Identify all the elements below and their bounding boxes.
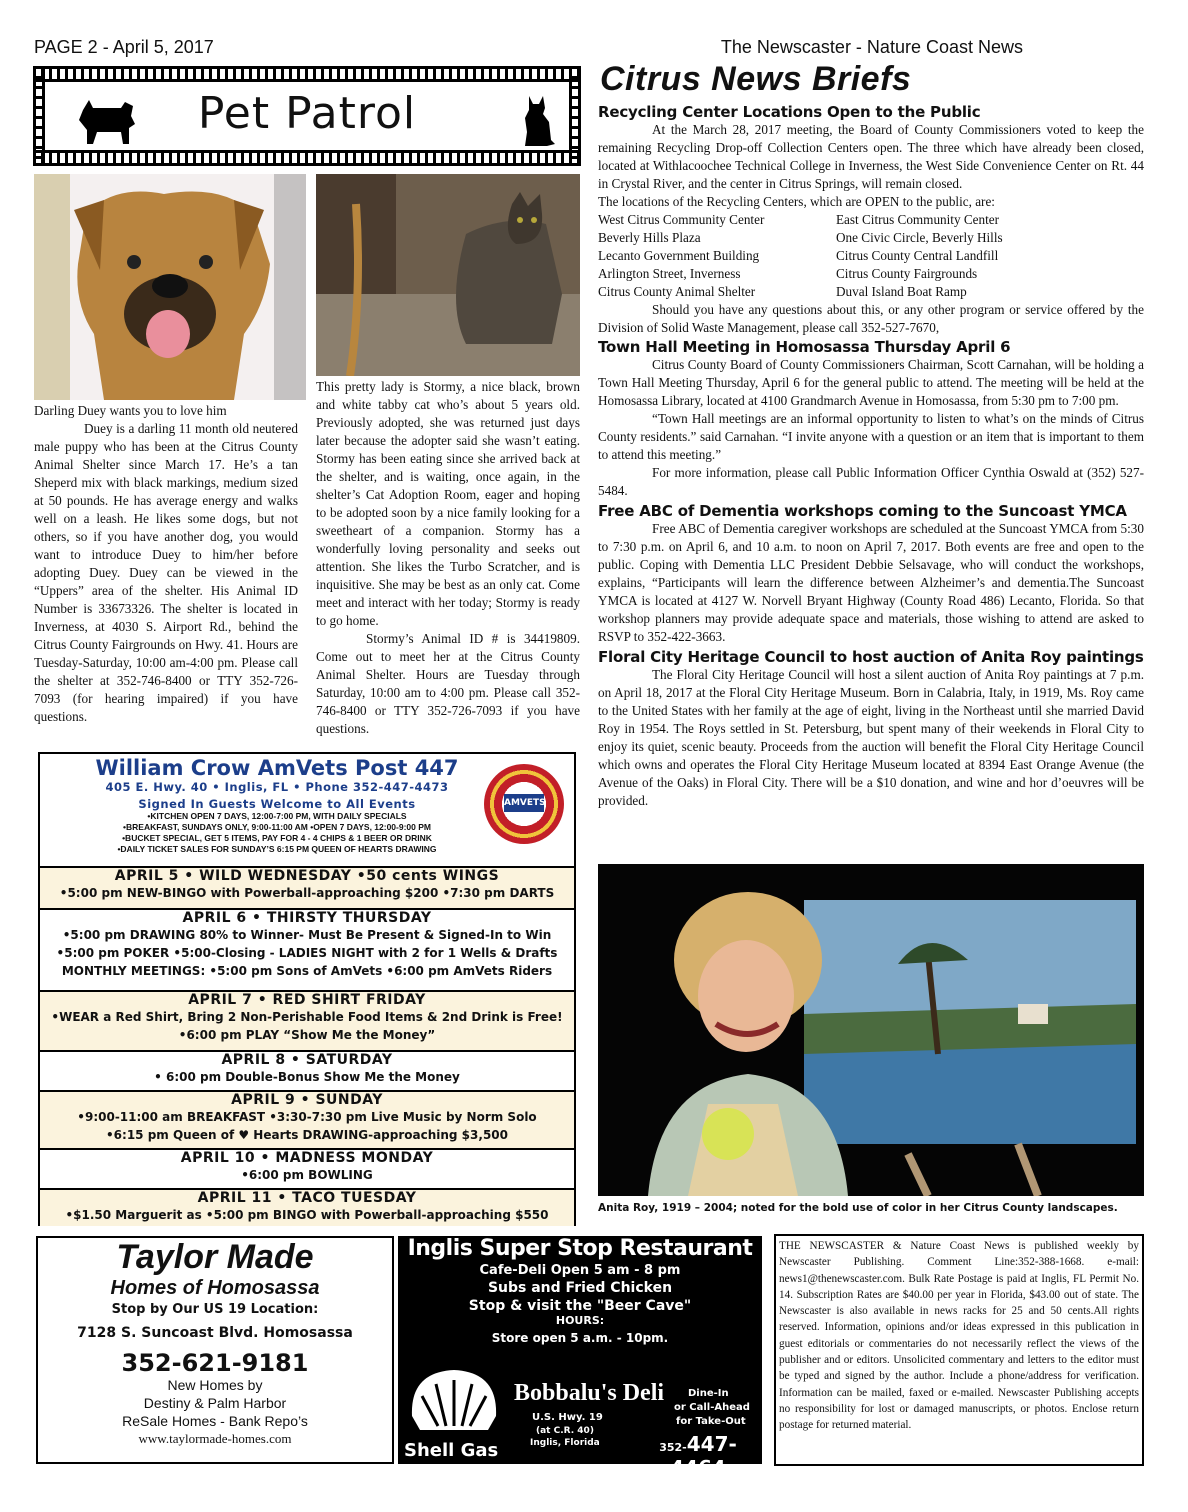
pet-patrol-title: Pet Patrol	[197, 88, 417, 139]
townhall-article	[598, 356, 1144, 500]
amvets-address: 405 E. Hwy. 40 • Inglis, FL • Phone 352-447-4473	[105, 780, 449, 794]
townhall-p1: Citrus County Board of County Commissioners Chairman, Scott Carnahan, will be holding a Town Hall Meeting Thursday, April 6 for the general public to attend. The meeting will be held at the Homosassa Library, located at 4100 Grandmarch Avenue in Homosassa, from 5:30 pm to 7:00 pm.	[598, 357, 1144, 408]
inglis-callahead: or Call-Ahead	[674, 1402, 750, 1413]
taylor-url: www.taylormade-homes.com	[138, 1431, 292, 1446]
taylor-stop: Stop by Our US 19 Location:	[111, 1302, 319, 1317]
paper-name: The Newscaster - Nature Coast News	[720, 37, 1023, 57]
townhall-headline: Town Hall Meeting in Homosassa Thursday April 6	[598, 338, 1011, 356]
taylor-subtitle: Homes of Homosassa	[110, 1277, 320, 1299]
taylor-line2: Destiny & Palm Harbor	[143, 1395, 287, 1411]
duey-caption: Darling Duey wants you to love him	[34, 403, 227, 418]
floral-headline: Floral City Heritage Council to host auction of Anita Roy paintings	[598, 648, 1144, 666]
stormy-article	[316, 378, 580, 738]
inglis-name: Inglis Super Stop Restaurant	[407, 1236, 753, 1261]
inglis-town: Inglis, Florida	[530, 1438, 600, 1448]
stormy-body-1: This pretty lady is Stormy, a nice black, brown and white tabby cat who’s about 5 years old. Previously adopted, she was returned just days later because the adopter said she wasn’t eating. Stormy has been eating since she arrived back at the shelter, and is waiting, once again, in the shelter’s Cat Adoption Room, eager and hoping to be adopted soon by a nice family looking for a sweetheart of a companion. Stormy has a wonderfully loving personality and seeks out attention. She likes the Turbo Scratcher, and is inquisitive. She may be best as an only cat. Come meet and interact with her today; Stormy is ready to go home.	[316, 379, 580, 628]
duey-photo	[34, 174, 306, 400]
inglis-deli: Bobbalu's Deli	[514, 1380, 665, 1406]
recycling-p2: The locations of the Recycling Centers, which are OPEN to the public, are:	[598, 194, 995, 209]
day-april-10: APRIL 10 • MADNESS MONDAY •6:00 pm BOWLING	[40, 1148, 574, 1188]
inglis-hours-label: HOURS:	[555, 1314, 605, 1327]
inglis-line2: Subs and Fried Chicken	[487, 1280, 673, 1296]
amvets-info-line: •DAILY TICKET SALES FOR SUNDAY’S 6:15 PM QUEEN OF HEARTS DRAWING	[117, 844, 437, 854]
chain-border-top	[33, 66, 581, 82]
anita-roy-photo	[598, 864, 1144, 1196]
amvets-ad	[38, 752, 576, 1226]
location-row: Citrus County Animal Shelter Duval Island Boat Ramp	[598, 284, 967, 299]
townhall-p2: “Town Hall meetings are an informal opportunity to listen to what’s on the minds of Citrus County residents.” said Carnahan. “I invite anyone with a question or an item that is important to them to attend this meeting.”	[598, 411, 1144, 462]
page-label: PAGE 2 - April 5, 2017	[34, 37, 214, 57]
recycling-headline: Recycling Center Locations Open to the Public	[598, 103, 981, 121]
shell-logo-icon	[406, 1366, 502, 1436]
day-april-11: APRIL 11 • TACO TUESDAY •$1.50 Marguerit as •5:00 pm BINGO with Powerball-approaching $550	[40, 1188, 574, 1226]
recycling-p1: At the March 28, 2017 meeting, the Board of County Commissioners voted to keep the remaining Recycling Drop-off Collection Centers open. The three which have already been closed, located at Withlacoochee Technical College in Inverness, the West Side Convenience Center on Rt. 44 in Crystal River, and the center in Citrus Springs, will remain closed.	[598, 122, 1144, 191]
inglis-dinein: Dine-In	[688, 1388, 729, 1399]
duey-article	[34, 402, 298, 726]
amvets-logo: AMVETS	[484, 764, 564, 844]
taylor-line3: ReSale Homes - Bank Repo’s	[122, 1413, 308, 1429]
amvets-info-line: •BUCKET SPECIAL, GET 5 ITEMS, PAY FOR 4 - 4 CHIPS & 1 BEER OR DRINK	[122, 833, 432, 843]
inglis-takeout: for Take-Out	[676, 1416, 746, 1427]
day-april-7: APRIL 7 • RED SHIRT FRIDAY •WEAR a Red Shirt, Bring 2 Non-Perishable Food Items & 2nd Drink is Free! •6:00 pm PLAY “Show Me the Money”	[40, 990, 574, 1050]
stormy-body-2: Stormy’s Animal ID # is 34419809. Come out to meet her at the Citrus County Animal Shelter. Hours are Tuesday through Saturday, 10:00 am to 4:00 pm. Please call 352-746-8400 or TTY 352-726-7093 if you have questions.	[316, 631, 580, 736]
day-april-8: APRIL 8 • SATURDAY • 6:00 pm Double-Bonus Show Me the Money	[40, 1050, 574, 1090]
floral-p1: The Floral City Heritage Council will host a silent auction of Anita Roy paintings at 7 p.m. on April 18, 2017 at the Floral City Heritage Museum. Born in Calabria, Italy, in 1919, Ms. Roy came to the United States with her family at the age of eight, living in the Northeast until she married David Roy in 1954. The Roys settled in St. Petersburg, but spent many of their weekends in Floral City to enjoy its quiet, scenic beauty. Proceeds from the auction will benefit the Floral City Heritage Council which owns and operates the Floral City Heritage Museum located at 8394 East Orange Avenue (the Avenue of the Oaks) in Floral City. There will be a $10 donation, and wine and hor d’oeuvres will be provided.	[598, 667, 1144, 808]
recycling-article	[598, 121, 1144, 211]
dementia-headline: Free ABC of Dementia workshops coming to the Suncoast YMCA	[598, 502, 1127, 520]
pet-patrol-banner	[33, 66, 581, 166]
inglis-ad	[398, 1236, 762, 1480]
taylor-line1: New Homes by	[167, 1377, 263, 1393]
amvets-welcome: Signed In Guests Welcome to All Events	[138, 797, 416, 811]
location-row: Lecanto Government Building Citrus County Central Landfill	[598, 248, 999, 263]
inglis-hwy: U.S. Hwy. 19	[532, 1412, 603, 1423]
day-april-5: APRIL 5 • WILD WEDNESDAY •50 cents WINGS •5:00 pm NEW-BINGO with Powerball-approaching $200 •7:30 pm DARTS	[40, 866, 574, 908]
inglis-hours: Store open 5 a.m. - 10pm.	[491, 1331, 669, 1345]
inglis-line1: Cafe-Deli Open 5 am - 8 pm	[479, 1263, 681, 1278]
inglis-cr: (at C.R. 40)	[536, 1426, 594, 1436]
taylor-name: Taylor Made	[116, 1238, 314, 1276]
day-april-6: APRIL 6 • THIRSTY THURSDAY •5:00 pm DRAWING 80% to Winner- Must Be Present & Signed-In to Win •5:00 pm POKER •5:00-Closing - LADIES NIGHT with 2 for 1 Wells & Drafts MONTHLY MEETINGS: •5:00 pm Sons of AmVets •6:00 pm AmVets Riders	[40, 908, 574, 990]
recycling-p3: Should you have any questions about this, or any other program or service offered by the Division of Solid Waste Management, please call 352-527-7670,	[598, 302, 1144, 335]
day-april-9: APRIL 9 • SUNDAY •9:00-11:00 am BREAKFAST •3:30-7:30 pm Live Music by Norm Solo •6:15 pm Queen of ♥ Hearts DRAWING-approaching $3,500	[40, 1090, 574, 1148]
dementia-p1: Free ABC of Dementia caregiver workshops are scheduled at the Suncoast YMCA from 5:30 to 7:30 p.m. on April 6, and 10 a.m. to noon on April 7, 2017. Both events are free and open to the public. Coping with Dementia LLC President Debbie Selsavage, who will conduct the workshops, explains, “Participants will learn the difference between Alzheimer’s and dementia.The Suncoast YMCA is located at 4127 W. Norvell Bryant Highway (County Road 486) Lecanto, Florida. So that workshop planners may provide adequate space and materials, those wishing to attend are asked to RSVP to 352-422-3663.	[598, 521, 1144, 644]
taylor-address: 7128 S. Suncoast Blvd. Homosassa	[77, 1325, 353, 1341]
location-row: Beverly Hills Plaza One Civic Circle, Beverly Hills	[598, 230, 1003, 245]
inglis-phone: 352-447-4464	[659, 1432, 737, 1480]
taylor-made-ad	[36, 1236, 394, 1464]
townhall-p3: For more information, please call Public Information Officer Cynthia Oswald at (352) 527-5484.	[598, 465, 1144, 498]
inglis-shell-gas: Shell Gas	[404, 1440, 499, 1461]
stormy-photo	[316, 174, 580, 376]
taylor-phone: 352-621-9181	[121, 1349, 309, 1377]
inglis-line3: Stop & visit the "Beer Cave"	[468, 1298, 692, 1314]
recycling-locations	[598, 211, 1144, 301]
amvets-info-line: •KITCHEN OPEN 7 DAYS, 12:00-7:00 PM, WITH DAILY SPECIALS	[147, 811, 407, 821]
cat-icon	[515, 92, 559, 148]
briefs-title: Citrus News Briefs	[600, 60, 912, 98]
anita-roy-caption: Anita Roy, 1919 – 2004; noted for the bold use of color in her Citrus County landscapes.	[598, 1202, 1118, 1214]
location-row: West Citrus Community Center East Citrus Community Center	[598, 212, 1000, 227]
amvets-title: William Crow AmVets Post 447	[95, 756, 459, 780]
chain-border-bottom	[33, 150, 581, 166]
amvets-info-line: •BREAKFAST, SUNDAYS ONLY, 9:00-11:00 AM •OPEN 7 DAYS, 12:00-9:00 PM	[123, 822, 431, 832]
briefs-column	[598, 103, 1144, 810]
duey-body: Duey is a darling 11 month old neutered male puppy who has been at the Citrus County Animal Shelter since March 17. He’s a tan Sheperd mix with black markings, medium sized at 50 pounds. He has average energy and walks well on a leash. He likes some dogs, but not others, so if you have another dog, you would want to introduce Duey to him/her before adopting Duey. Duey can be viewed in the “Uppers” area of the shelter. His Animal ID Number is 33673326. The shelter is located in Inverness, at 4030 S. Airport Rd., behind the Citrus County Fairgrounds on Hwy. 41. Hours are Tuesday-Saturday, 10:00 am-4:00 pm. Please call the shelter at 352-746-8400 or TTY 352-726-7093 (for hearing impaired) if you have questions.	[34, 421, 298, 724]
masthead-notice: THE NEWSCASTER & Nature Coast News is published weekly by Newscaster Publishing. Comment Line:352-388-1668. e-mail: news1@thenewscaster.com. Bulk Rate Postage is paid at Inglis, FL Permit No. 14. Subscription Rates are $40.00 per year in Florida, $43.00 out of state. The Newscaster is also available in news racks for 25 and 50 cents.All rights reserved. Information, opinions and/or ideas expressed in this publication in guest editorials or commentaries do not necessarily reflect the views of the publisher and or editors. Unsolicited commentary and letters to the editor must be typed and signed by the author. Include a phone/address for verification. Information can be mailed, faxed or e-mailed. Newscaster Publishing accepts no responsibility for lost or damaged manuscripts, or photos. Enclose return postage for returned material.	[774, 1234, 1144, 1466]
location-row: Arlington Street, Inverness Citrus County Fairgrounds	[598, 266, 978, 281]
